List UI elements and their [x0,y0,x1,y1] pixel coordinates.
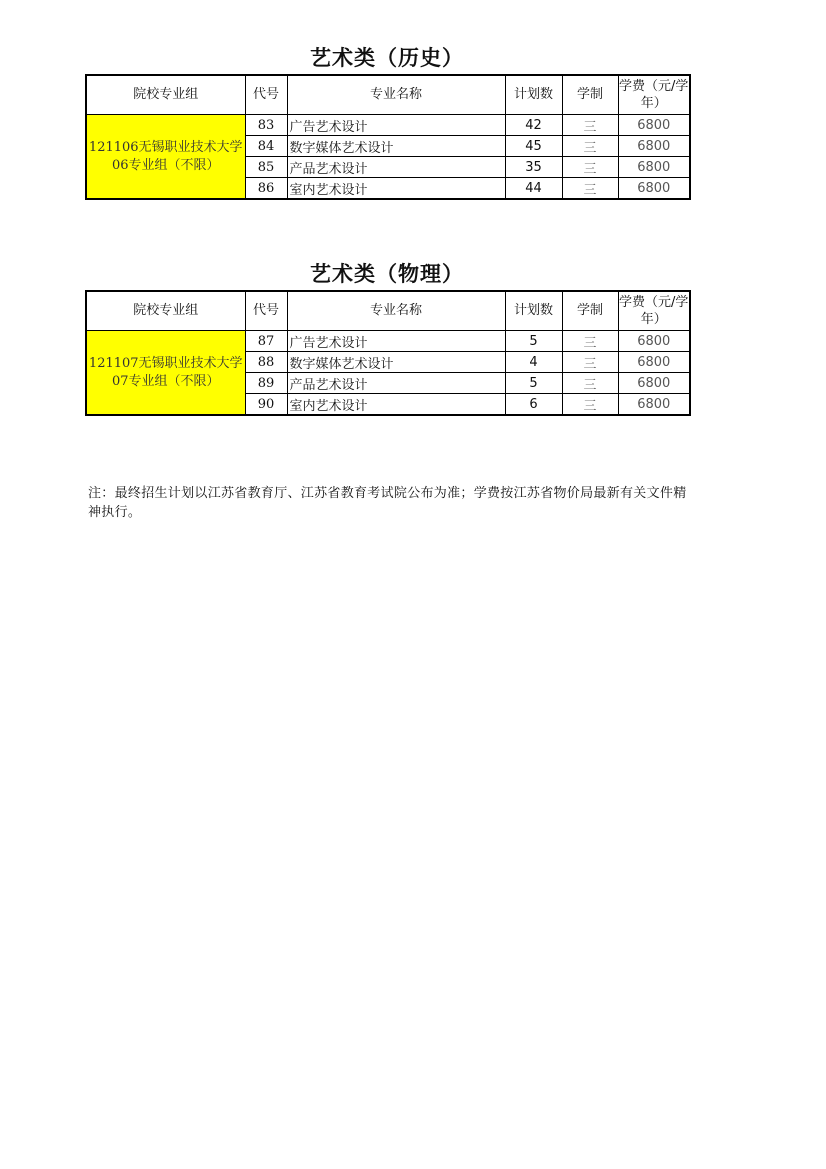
code-cell: 88 [245,352,287,373]
plan-table-physics [85,290,691,416]
major-cell: 数字媒体艺术设计 [287,136,505,157]
major-cell: 广告艺术设计 [287,331,505,352]
group-line1: 121106无锡职业技术大学 [88,139,243,155]
code-cell: 87 [245,331,287,352]
code-cell: 86 [245,178,287,200]
fee-cell: 6800 [618,373,690,394]
header-code: 代号 [245,75,287,115]
duration-cell: 三 [562,373,618,394]
header-duration: 学制 [562,291,618,331]
plan-table-history [85,74,691,200]
fee-cell: 6800 [618,178,690,200]
major-cell: 产品艺术设计 [287,373,505,394]
plan-cell: 6 [505,394,562,416]
major-cell: 室内艺术设计 [287,394,505,416]
fee-cell: 6800 [618,136,690,157]
plan-cell: 5 [505,373,562,394]
header-group: 院校专业组 [86,291,245,331]
major-cell: 数字媒体艺术设计 [287,352,505,373]
duration-cell: 三 [562,352,618,373]
fee-cell: 6800 [618,394,690,416]
header-plan: 计划数 [505,291,562,331]
section-title-physics: 艺术类（物理） [310,262,464,286]
plan-cell: 44 [505,178,562,200]
duration-cell: 三 [562,178,618,200]
major-cell: 产品艺术设计 [287,157,505,178]
plan-cell: 5 [505,331,562,352]
header-code: 代号 [245,291,287,331]
header-plan: 计划数 [505,75,562,115]
header-fee: 学费（元/学年） [618,291,690,331]
duration-cell: 三 [562,394,618,416]
major-cell: 室内艺术设计 [287,178,505,200]
fee-cell: 6800 [618,352,690,373]
header-major: 专业名称 [287,291,505,331]
header-major: 专业名称 [287,75,505,115]
duration-cell: 三 [562,115,618,136]
duration-cell: 三 [562,331,618,352]
table-header-row [86,291,690,331]
footnote: 注：最终招生计划以江苏省教育厅、江苏省教育考试院公布为准；学费按江苏省物价局最新有关文件精神执行。 [88,486,687,520]
group-line1: 121107无锡职业技术大学 [88,355,243,371]
fee-cell: 6800 [618,331,690,352]
fee-cell: 6800 [618,115,690,136]
plan-cell: 4 [505,352,562,373]
plan-cell: 45 [505,136,562,157]
plan-cell: 35 [505,157,562,178]
section-title-history: 艺术类（历史） [310,46,464,70]
group-cell [86,331,245,416]
duration-cell: 三 [562,136,618,157]
duration-cell: 三 [562,157,618,178]
plan-cell: 42 [505,115,562,136]
code-cell: 85 [245,157,287,178]
group-line2: 06专业组（不限） [111,157,220,173]
code-cell: 89 [245,373,287,394]
code-cell: 84 [245,136,287,157]
table-row [86,331,690,352]
code-cell: 90 [245,394,287,416]
group-cell [86,115,245,200]
code-cell: 83 [245,115,287,136]
table-header-row [86,75,690,115]
header-duration: 学制 [562,75,618,115]
major-cell: 广告艺术设计 [287,115,505,136]
fee-cell: 6800 [618,157,690,178]
header-group: 院校专业组 [86,75,245,115]
header-fee: 学费（元/学年） [618,75,690,115]
group-line2: 07专业组（不限） [111,373,220,389]
table-row [86,115,690,136]
